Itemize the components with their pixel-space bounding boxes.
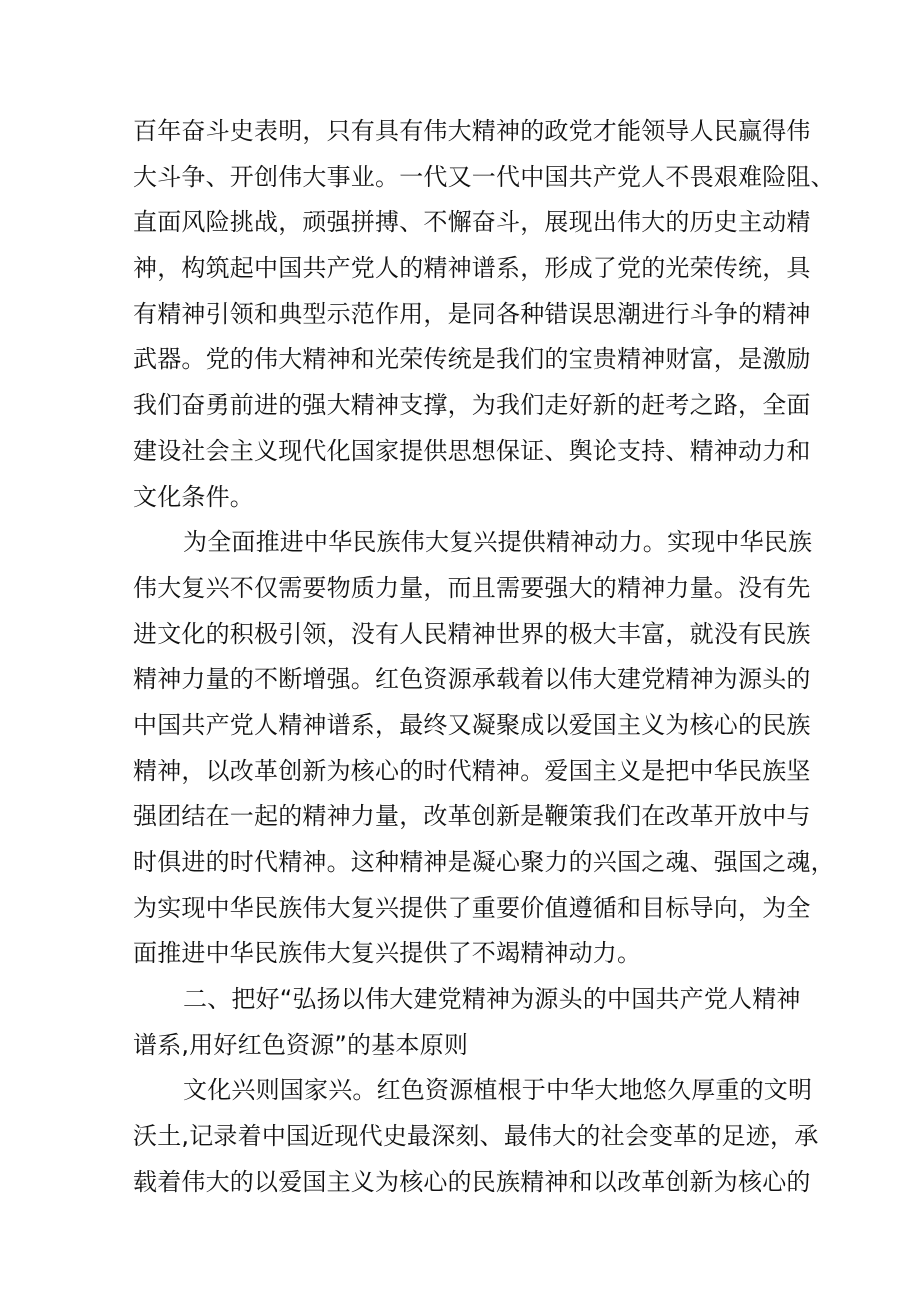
paragraph-first-line: 文化兴则国家兴。红色资源植根于中华大地悠久厚重的文明 [183, 1076, 813, 1105]
text-line: 时俱进的时代精神。这种精神是凝心聚力的兴国之魂、强国之魂， [133, 848, 835, 876]
text-line: 中国共产党人精神谱系，最终又凝聚成以爱国主义为核心的民族 [133, 710, 811, 739]
text-line: 精神，以改革创新为核心的时代精神。爱国主义是把中华民族坚 [133, 756, 811, 785]
text-line: 有精神引领和典型示范作用，是同各种错误思潮进行斗争的精神 [133, 299, 811, 328]
text-line: 精神力量的不断增强。红色资源承载着以伟大建党精神为源头的 [133, 665, 811, 694]
text-line: 大斗争、开创伟大事业。一代又一代中国共产党人不畏艰难险阻、 [133, 162, 835, 191]
text-line: 进文化的积极引领，没有人民精神世界的极大丰富，就没有民族 [133, 619, 811, 648]
text-line: 伟大复兴不仅需要物质力量，而且需要强大的精神力量。没有先 [133, 573, 811, 602]
document-body [133, 109, 835, 1206]
text-line: 神，构筑起中国共产党人的精神谱系，形成了党的光荣传统，具 [133, 254, 811, 283]
text-line: 文化条件。 [133, 482, 254, 511]
paragraph-first-line: 为全面推进中华民族伟大复兴提供精神动力。实现中华民族 [183, 528, 813, 557]
text-line: 百年奋斗史表明，只有具有伟大精神的政党才能领导人民赢得伟 [133, 117, 811, 145]
text-line: 沃土,记录着中国近现代史最深刻、最伟大的社会变革的足迹，承 [133, 1122, 819, 1151]
text-line: 我们奋勇前进的强大精神支撑，为我们走好新的赶考之路，全面 [133, 391, 811, 420]
section-heading-continuation: 谱系,用好红色资源”的基本原则 [133, 1030, 469, 1059]
text-line: 面推进中华民族伟大复兴提供了不竭精神动力。 [133, 939, 642, 968]
text-line: 直面风险挑战，顽强拼搏、不懈奋斗，展现出伟大的历史主动精 [133, 208, 811, 237]
section-heading: 二、把好“弘扬以伟大建党精神为源头的中国共产党人精神 [183, 985, 801, 1014]
text-line: 强团结在一起的精神力量，改革创新是鞭策我们在改革开放中与 [133, 802, 811, 831]
text-line: 建设社会主义现代化国家提供思想保证、舆论支持、精神动力和 [133, 436, 811, 465]
text-line: 载着伟大的以爱国主义为核心的民族精神和以改革创新为核心的 [133, 1167, 811, 1196]
text-line: 武器。党的伟大精神和光荣传统是我们的宝贵精神财富，是激励 [133, 345, 811, 374]
text-line: 为实现中华民族伟大复兴提供了重要价值遵循和目标导向，为全 [133, 893, 811, 922]
